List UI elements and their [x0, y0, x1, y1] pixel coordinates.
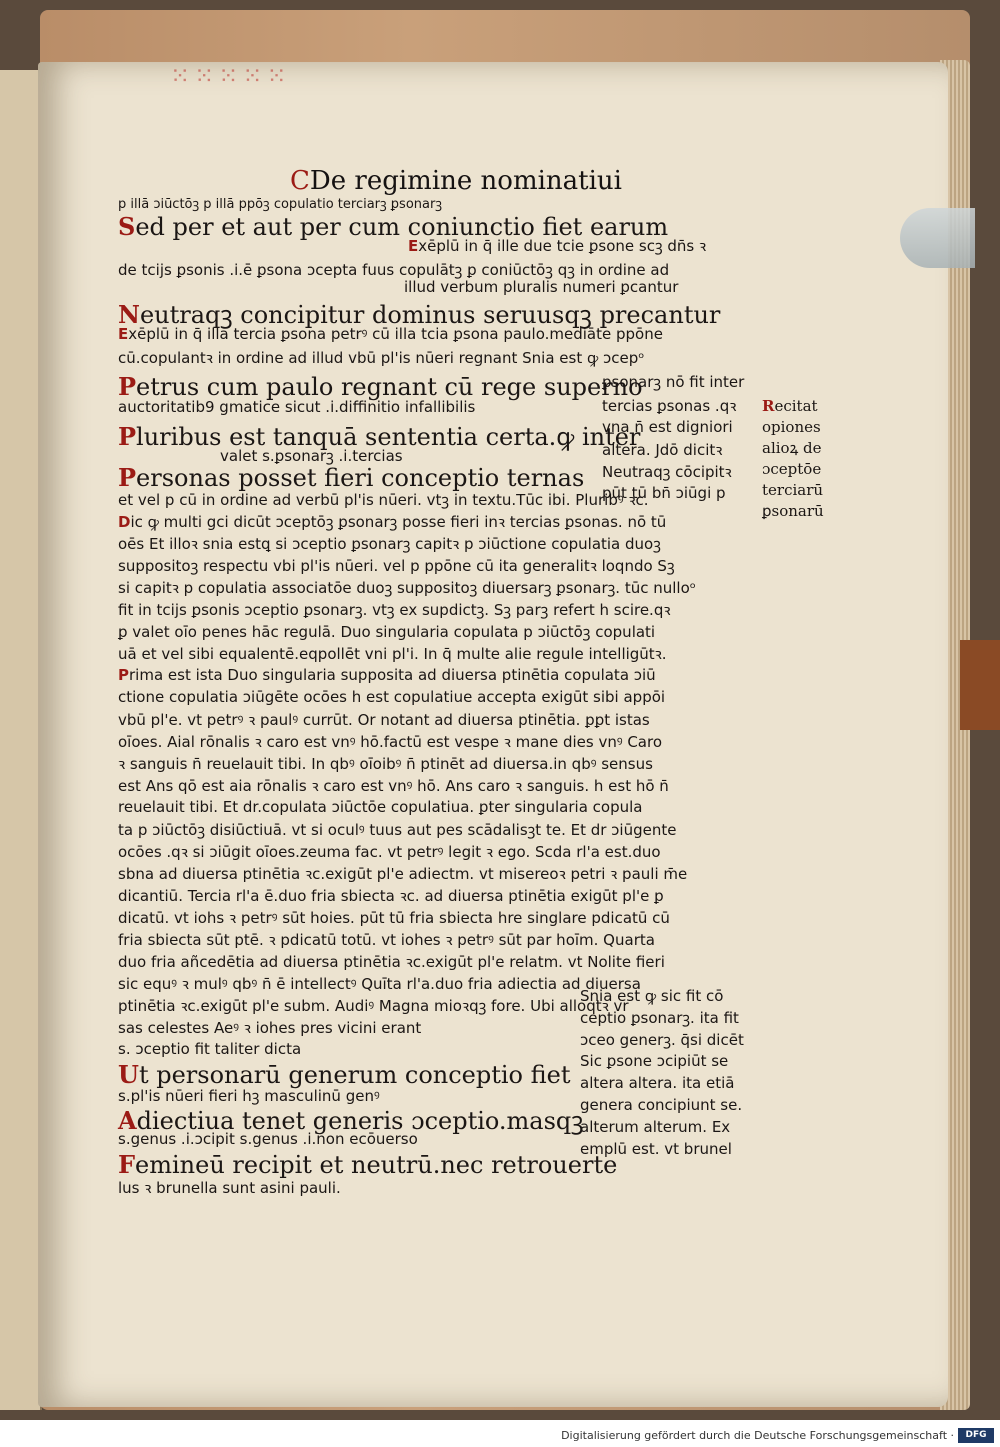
initial-letter: P	[118, 422, 137, 451]
text-line: ctione copulatia ɔiūgēte ocōes h est copulatiue accepta exigūt sibi appōi	[118, 688, 666, 706]
margin-note-line: alioꝝ de	[762, 439, 822, 457]
margin-note-line: Recitat	[762, 397, 818, 415]
text-line: et vel p cū in ordine ad verbū pl'is nūeri. vtꝫ in textu.Tūc ibi. Pluribꝰ ꝛc.	[118, 491, 649, 509]
right-gloss-line: Sic ꝑsone ɔcipiūt se	[580, 1052, 729, 1070]
text-line: Dic ꝙ multi gci dicūt ɔceptōꝫ ꝑsonarꝫ posse fieri inꝛ tercias ꝑsonas. nō tū	[118, 513, 667, 531]
text-line: ꝑ valet oīo penes hāc regulā. Duo singularia copulata p ɔiūctōꝫ copulati	[118, 623, 656, 641]
heading-text: De regimine nominatiui	[309, 166, 622, 196]
text-line: de tcijs ꝑsonis .i.ē ꝑsona ɔcepta fuus copulātꝫ ꝑ coniūctōꝫ qꝫ in ordine ad	[118, 261, 670, 279]
footer-bar	[0, 1425, 1000, 1447]
text-line: fit in tcijs ꝑsonis ɔceptio ꝑsonarꝫ. vtꝫ ex supdictꝫ. Sꝫ parꝫ refert h scire.qꝛ	[118, 601, 671, 619]
text-line: valet s.ꝑsonarꝫ .i.tercias	[220, 447, 403, 465]
initial-letter: E	[118, 325, 129, 343]
text-line: Pluribus est tanquā sententia certa.ꝙ inter	[118, 422, 641, 451]
text-line: p illā ɔiūctōꝫ p illā ppōꝫ copulatio terciarꝫ ꝑsonarꝫ	[118, 197, 442, 212]
initial-letter: P	[118, 463, 137, 492]
footer-credit: Digitalisierung gefördert durch die Deutsche Forschungsgemeinschaft ·	[561, 1429, 954, 1442]
margin-note-line: opiones	[762, 418, 821, 436]
text-line: s.genus .i.ɔcipit s.genus .i.non ecōuerso	[118, 1130, 418, 1148]
library-stamp: ⁙⁙⁙⁙⁙	[170, 62, 291, 90]
text-line: sas celestes Aeꝰ ꝛ iohes pres vicini erant	[118, 1019, 422, 1037]
text-line: ptinētia ꝛc.exigūt pl'e subm. Audiꝰ Magna mioꝛqꝫ fore. Ubi alloqtꝛ vr	[118, 997, 629, 1015]
margin-note-line: ꝑsonarū	[762, 502, 824, 520]
initial-letter: S	[118, 212, 136, 241]
text-line: sic equꝰ ꝛ mulꝰ qbꝰ n̄ ē intellectꝰ Quīta rl'a.duo fria adiectia ad diuersa	[118, 975, 641, 993]
text-line: uā et vel sibi equalentē.eqpollēt vni pl'i. In q̄ multe alie regule intelligūtꝛ.	[118, 645, 667, 663]
right-gloss-line: altera altera. ita etiā	[580, 1074, 735, 1092]
initial-letter: P	[118, 372, 137, 401]
text-line: duo fria añcedētia ad diuersa ptinētia ꝛc.exigūt pl'e relatm. vt Nolite fieri	[118, 953, 665, 971]
right-column-line: ꝑsonarꝫ nō fit inter	[602, 373, 745, 391]
right-column-line: pūt tū bn̄ ɔiūgi p	[602, 484, 726, 502]
text-line: Ut personarū generum conceptio fiet	[118, 1060, 571, 1089]
text-line: auctoritatib9 gmatice sicut .i.diffinitio infallibilis	[118, 398, 476, 416]
heading-pilcrow: C	[290, 166, 310, 196]
initial-letter: P	[118, 666, 129, 684]
initial-letter: A	[118, 1106, 137, 1135]
right-column-line: tercias ꝑsonas .qꝛ	[602, 397, 737, 415]
right-gloss-line: emplū est. vt brunel	[580, 1140, 732, 1158]
text-line: Femineū recipit et neutrū.nec retrouerte	[118, 1150, 618, 1179]
text-line: dicantiū. Tercia rl'a ē.duo fria sbiecta ꝛc. ad diuersa ptinētia exigūt pl'e ꝑ	[118, 887, 664, 905]
text-line: suppositoꝫ respectu vbi pl'is nūeri. vel p ppōne cū ita generalitꝛ loqndo Sꝫ	[118, 557, 675, 575]
right-gloss-line: Snia est ꝙ sic fit cō	[580, 987, 724, 1005]
initial-letter: F	[118, 1150, 136, 1179]
page-heading	[290, 166, 622, 196]
initial-letter: N	[118, 300, 140, 329]
text-line: ocōes .qꝛ si ɔiūgit oīoes.zeuma fac. vt petrꝰ legit ꝛ ego. Scda rl'a est.duo	[118, 843, 661, 861]
text-line: oēs Et illoꝛ snia estꝗ si ɔceptio ꝑsonarꝫ capitꝛ p ɔiūctione copulatia duoꝫ	[118, 535, 661, 553]
initial-letter: E	[408, 237, 419, 255]
text-line: Exēplū in q̄ illa tercia ꝑsona petrꝰ cū illa tcia ꝑsona paulo.mediāte ppōne	[118, 325, 663, 343]
initial-letter: D	[118, 513, 131, 531]
text-line: dicatū. vt iohs ꝛ petrꝰ sūt hoies. pūt tū fria sbiecta hre singlare pdicatū cū	[118, 909, 670, 927]
initial-letter: U	[118, 1060, 139, 1089]
text-line: lus ꝛ brunella sunt asini pauli.	[118, 1179, 341, 1197]
right-gloss-line: ceptio ꝑsonarꝫ. ita fit	[580, 1009, 739, 1027]
dfg-logo: DFG	[958, 1428, 994, 1443]
right-column-line: Neutraqꝫ cōcipitꝛ	[602, 463, 732, 481]
right-column-line: altera. Jdō dicitꝛ	[602, 441, 723, 459]
text-line: oīoes. Aial rōnalis ꝛ caro est vnꝰ hō.factū est vespe ꝛ mane dies vnꝰ Caro	[118, 733, 663, 751]
text-line: ta p ɔiūctōꝫ disiūctiuā. vt si oculꝰ tuus aut pes scādalisꝫt te. Et dr ɔiūgente	[118, 821, 677, 839]
text-line: Exēplū in q̄ ille due tcie ꝑsone scꝫ dn̄s ꝛ	[408, 237, 707, 255]
text-line: s. ɔceptio fit taliter dicta	[118, 1040, 302, 1058]
text-line: Personas posset fieri conceptio ternas	[118, 463, 585, 492]
text-line: fria sbiecta sūt ptē. ꝛ pdicatū totū. vt iohes ꝛ petrꝰ sūt par hoīm. Quarta	[118, 931, 655, 949]
text-line: Adiectiua tenet generis ɔceptio.masqꝫ	[118, 1106, 584, 1135]
margin-note-line: terciarū	[762, 481, 824, 499]
text-line: Prima est ista Duo singularia supposita ad diuersa ptinētia copulata ɔiū	[118, 666, 656, 684]
text-line: ꝛ sanguis n̄ reuelauit tibi. In qbꝰ oīoibꝰ n̄ ptinēt ad diuersa.in qbꝰ sensus	[118, 755, 653, 773]
text-line: si capitꝛ p copulatia associatōe duoꝫ suppositoꝫ diuersarꝫ ꝑsonarꝫ. tūc nulloᵒ	[118, 579, 696, 597]
right-column-line: vna n̄ est digniori	[602, 418, 733, 436]
text-line: reuelauit tibi. Et dr.copulata ɔiūctōe copulatiua. ꝑter singularia copula	[118, 798, 643, 816]
margin-note	[762, 396, 842, 522]
text-line: vbū pl'e. vt petrꝰ ꝛ paulꝰ currūt. Or notant ad diuersa ptinētia. ꝑꝑt istas	[118, 711, 650, 729]
text-line: Sed per et aut per cum coniunctio fiet earum	[118, 212, 669, 241]
right-gloss-line: genera concipiunt se.	[580, 1096, 743, 1114]
text-line: cū.copulantꝛ in ordine ad illud vbū pl'is nūeri regnant Snia est ꝙ ɔcepᵒ	[118, 349, 645, 367]
text-line: sbna ad diuersa ptinētia ꝛc.exigūt pl'e adiectm. vt misereoꝛ petri ꝛ pauli m̄e	[118, 865, 688, 883]
text-line: est Ans qō est aia rōnalis ꝛ caro est vnꝰ hō. Ans caro ꝛ sanguis. h est hō n̄	[118, 777, 669, 795]
right-gloss-line: ɔceo generꝫ. q̄si dicēt	[580, 1031, 744, 1049]
text-line: Petrus cum paulo regnant cū rege superno	[118, 372, 643, 401]
text-line: illud verbum pluralis numeri ꝑcantur	[404, 278, 679, 296]
text-line: s.pl'is nūeri fieri hꝫ masculinū genꝰ	[118, 1087, 380, 1105]
bookmark-tab	[960, 640, 1000, 730]
text-line: Neutraqꝫ concipitur dominus seruusqꝫ precantur	[118, 300, 721, 329]
margin-note-line: ɔceptōe	[762, 460, 822, 478]
page-clip	[900, 208, 975, 268]
right-gloss-line: alterum alterum. Ex	[580, 1118, 731, 1136]
facing-page-edge	[0, 70, 42, 1410]
